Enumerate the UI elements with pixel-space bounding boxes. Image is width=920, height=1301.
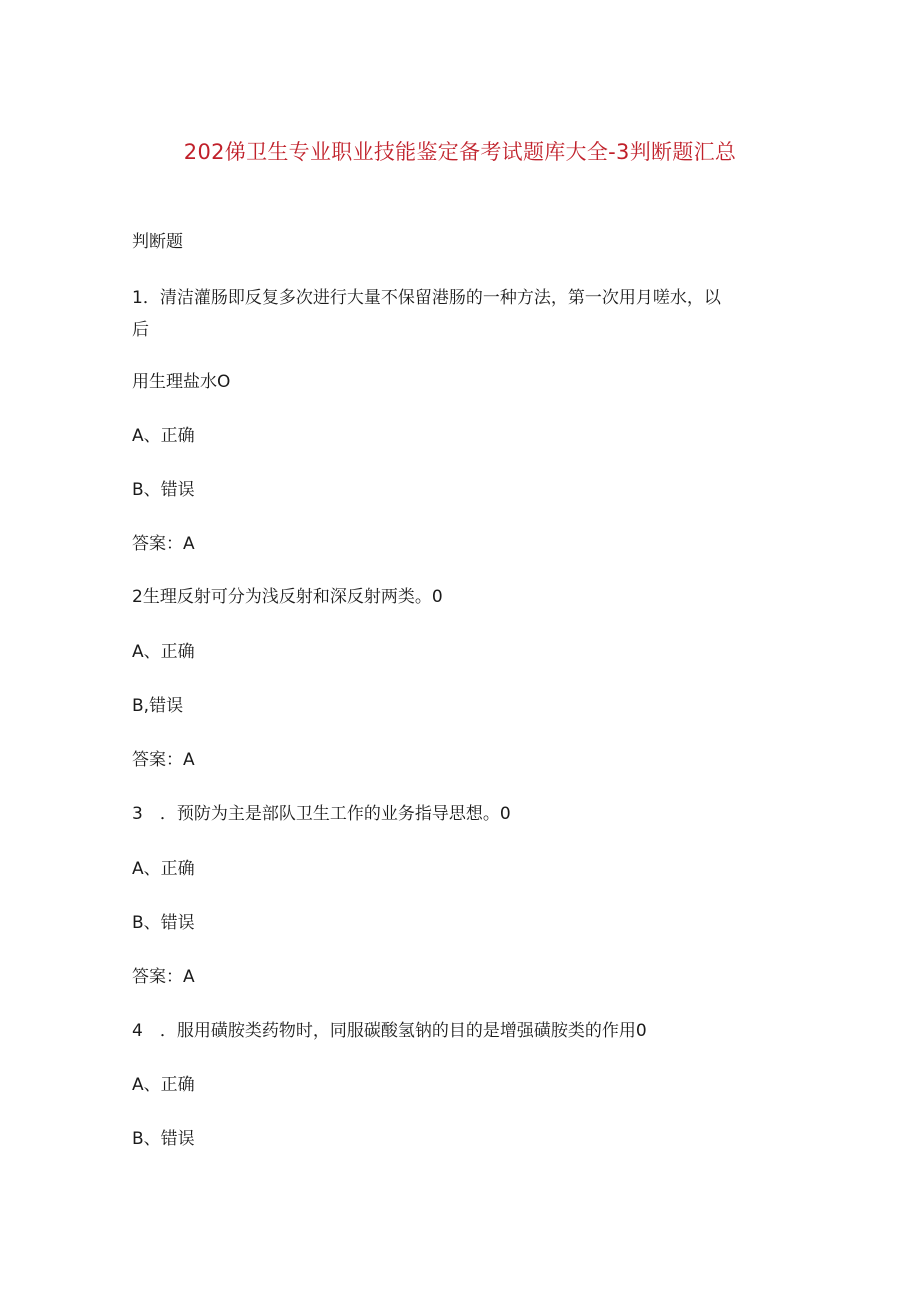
- question-1-answer: 答案：A: [132, 534, 195, 554]
- question-3-option-b: B、错误: [132, 913, 195, 933]
- question-3-option-a: A、正确: [132, 859, 195, 879]
- question-4-option-a: A、正确: [132, 1075, 195, 1095]
- question-4-text: 4 ．服用磺胺类药物时，同服碳酸氢钠的目的是增强磺胺类的作用0: [132, 1021, 647, 1041]
- question-1-text-line-3: 用生理盐水O: [132, 372, 231, 392]
- question-2-text: 2生理反射可分为浅反射和深反射两类。0: [132, 587, 443, 607]
- question-1-text-line-1: 1．清洁灌肠即反复多次进行大量不保留港肠的一种方法，第一次用月嗟水，以: [132, 288, 721, 308]
- question-1-text-line-2: 后: [132, 320, 149, 340]
- question-3-text: 3 ．预防为主是部队卫生工作的业务指导思想。0: [132, 804, 511, 824]
- section-heading: 判断题: [132, 232, 183, 252]
- question-2-option-a: A、正确: [132, 642, 195, 662]
- question-3-answer: 答案：A: [132, 967, 195, 987]
- question-2-option-b: B,错误: [132, 696, 184, 716]
- document-title: 202俤卫生专业职业技能鉴定备考试题库大全-3判断题汇总: [183, 140, 737, 164]
- question-2-answer: 答案：A: [132, 750, 195, 770]
- question-1-option-b: B、错误: [132, 480, 195, 500]
- question-4-option-b: B、错误: [132, 1129, 195, 1149]
- question-1-option-a: A、正确: [132, 426, 195, 446]
